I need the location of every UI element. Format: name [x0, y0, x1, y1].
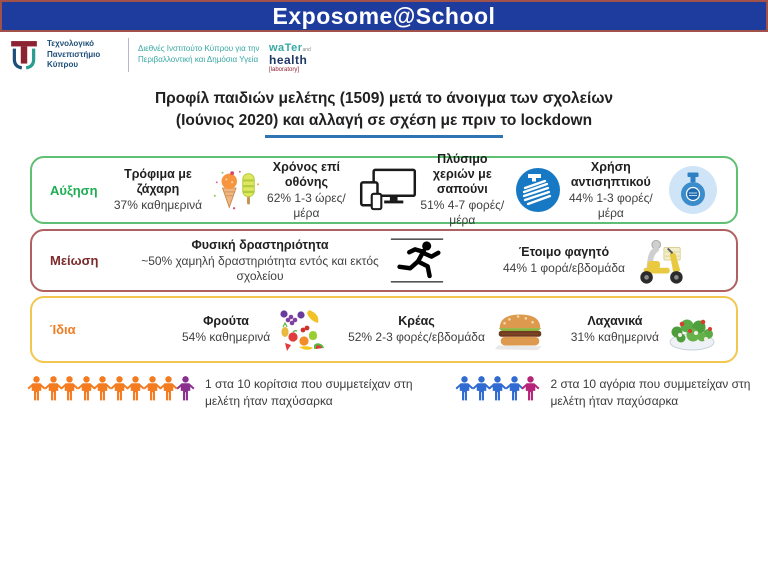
item-hand-washing — [417, 152, 561, 228]
footnote-girls-text: 1 στα 10 κορίτσια που συμμετείχαν στη μελέτη ήταν παχύσαρκα — [205, 377, 413, 408]
screens-icon — [359, 168, 417, 212]
item-title: Χρόνος επί οθόνης — [272, 159, 341, 189]
person-icon — [176, 375, 195, 402]
water-health-lab-logo — [269, 37, 311, 73]
lab-health-text: health — [269, 53, 308, 67]
item-sugar-foods — [112, 167, 261, 213]
section-same-label: Ίδια — [50, 322, 76, 337]
item-value: 54% καθημερινά — [182, 330, 271, 344]
item-value: 51% 4-7 φορές/μέρα — [420, 198, 505, 227]
item-title: Πλύσιμο χεριών με σαπούνι — [432, 152, 492, 196]
lab-laboratory-text: [laboratory] — [269, 67, 300, 73]
item-value: 52% 2-3 φορές/εβδομάδα — [348, 330, 485, 344]
item-title: Φυσική δραστηριότητα — [191, 237, 329, 252]
page-title — [0, 88, 768, 138]
logo-row — [10, 37, 311, 73]
section-decrease-label: Μείωση — [50, 253, 99, 268]
section-decrease — [30, 229, 738, 292]
title-underline — [265, 135, 503, 138]
item-title: Χρήση αντισηπτικού — [570, 159, 651, 189]
item-value: 37% καθημερινά — [113, 198, 203, 212]
item-vegetables — [571, 308, 718, 352]
item-value: 31% καθημερινά — [570, 330, 659, 344]
university-name: Τεχνολογικό Πανεπιστήμιο Κύπρου — [47, 38, 101, 70]
footnote-boys-text: 2 στα 10 αγόρια που συμμετείχαν στη μελέτη ήταν παχύσαρκα — [550, 377, 751, 408]
salad-icon — [666, 308, 718, 352]
institute-name: Διεθνές Ινστιτούτο Κύπρου για την Περιβαλλοντική και Δημόσια Υγεία — [138, 44, 260, 64]
burger-icon — [492, 308, 548, 352]
banner — [0, 0, 768, 32]
section-same — [30, 296, 738, 363]
item-value: 62% 1-3 ώρες/μέρα — [267, 190, 346, 220]
ice-cream-icon — [211, 168, 261, 212]
logo-divider — [128, 38, 129, 72]
page-title-line2: (Ιούνιος 2020) και αλλαγή σε σχέση με πριν το lockdown — [175, 111, 593, 129]
item-title: Φρούτα — [203, 314, 249, 328]
fruits-icon — [277, 307, 325, 353]
item-value: ~50% χαμηλή δραστηριότητα εντός και εκτός σχολείου — [141, 253, 379, 283]
page-title-line1: Προφίλ παιδιών μελέτης (1509) μετά το άνοιγμα των σχολείων — [154, 90, 614, 107]
person-icon — [521, 375, 540, 402]
item-takeaway-food — [503, 236, 690, 286]
item-screen-time — [261, 160, 417, 221]
handwash-icon — [515, 167, 561, 213]
footnote-boys — [455, 373, 759, 410]
lab-water-text: waTer — [269, 42, 303, 54]
item-title: Λαχανικά — [587, 314, 643, 328]
item-value: 44% 1-3 φορές/μέρα — [568, 190, 653, 220]
banner-title: Exposome@School — [272, 2, 496, 29]
university-logo-icon — [10, 40, 38, 70]
item-title: Τρόφιμα με ζάχαρη — [124, 167, 192, 196]
section-increase-label: Αύξηση — [50, 182, 98, 198]
item-title: Έτοιμο φαγητό — [518, 245, 610, 259]
item-meat — [348, 308, 548, 352]
item-value: 44% 1 φορά/εβδομάδα — [503, 261, 625, 275]
lab-and-text: and — [302, 47, 311, 53]
sanitizer-icon — [668, 165, 718, 215]
item-physical-activity — [140, 236, 447, 285]
item-sanitizer-use — [561, 160, 718, 221]
section-increase — [30, 152, 738, 227]
item-title: Κρέας — [398, 314, 435, 328]
footnote-girls — [27, 373, 425, 410]
item-fruits — [182, 307, 325, 353]
girls-figures-row — [27, 373, 192, 402]
runner-icon — [387, 236, 447, 285]
delivery-scooter-icon — [632, 236, 690, 286]
boys-figures-row — [455, 373, 538, 402]
